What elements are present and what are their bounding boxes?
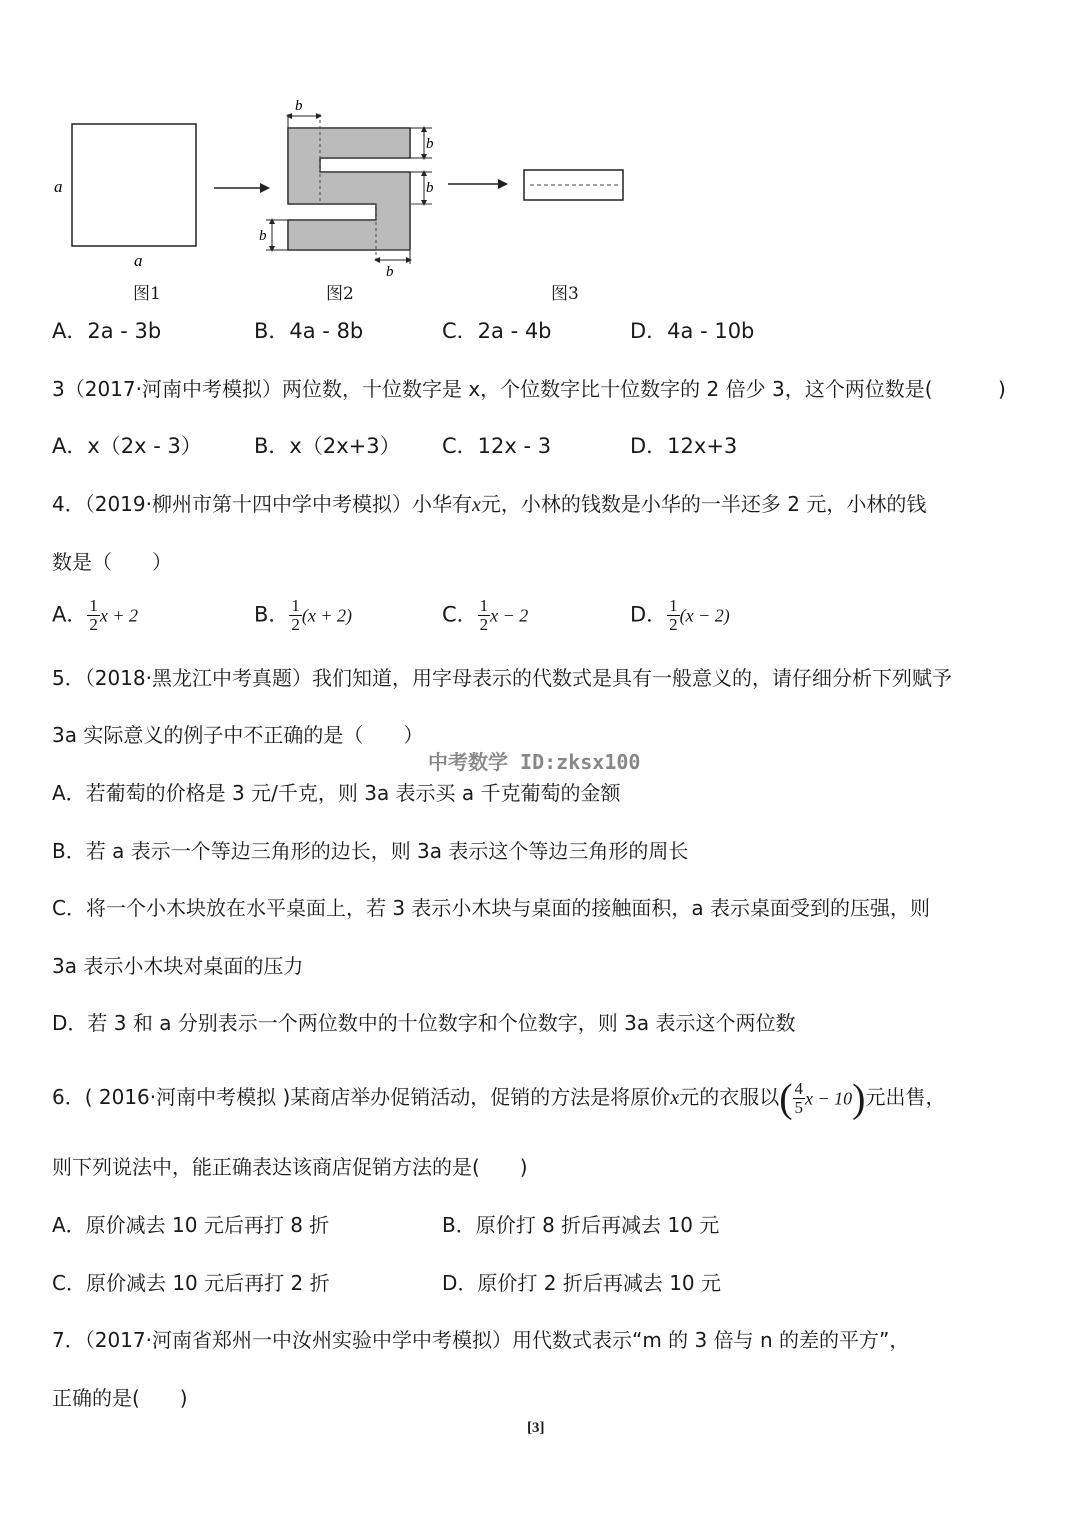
fig2-caption: 图2 bbox=[326, 284, 354, 304]
q5-option-c-line1: C．将一个小木块放在水平桌面上，若 3 表示小木块与桌面的接触面积，a 表示桌面受到的压强，则 bbox=[52, 896, 931, 920]
fig3-caption: 图3 bbox=[551, 284, 579, 304]
q4-option-a-label: A． bbox=[52, 602, 88, 627]
fig2-b-right-upper: b bbox=[426, 136, 434, 152]
q4-option-d-frac: $\frac{1}{2}$ bbox=[669, 596, 678, 634]
q4-option-a-frac: $\frac{1}{2}$ bbox=[89, 596, 98, 634]
q5-option-a: A．若葡萄的价格是 3 元/千克，则 3a 表示买 a 千克葡萄的金额 bbox=[52, 781, 621, 805]
q6-stem-suffix: 元出售， bbox=[865, 1085, 946, 1109]
q4-var: x bbox=[471, 494, 481, 516]
q4-stem-suffix: 元，小林的钱数是小华的一半还多 2 元，小林的钱 bbox=[480, 492, 927, 516]
q2-option-c: C．2a - 4b bbox=[442, 319, 552, 343]
q3-option-a: A．x（2x - 3） bbox=[52, 434, 202, 458]
q6-var: x bbox=[670, 1087, 680, 1109]
q4-stem-line2: 数是（ ） bbox=[52, 550, 172, 574]
q4-option-a-expr: x + 2 bbox=[99, 605, 139, 626]
q2-option-d: D．4a - 10b bbox=[630, 319, 755, 343]
q4-option-c bbox=[442, 597, 528, 634]
arrow-2-head bbox=[498, 179, 508, 189]
q4-option-d-label: D． bbox=[630, 602, 668, 627]
q3-option-b: B．x（2x+3） bbox=[254, 434, 401, 458]
q4-option-d-expr: (x − 2) bbox=[679, 605, 730, 626]
q2-option-a: A．2a - 3b bbox=[52, 319, 162, 343]
fig1-caption: 图1 bbox=[133, 284, 161, 304]
q6-option-a: A．原价减去 10 元后再打 8 折 bbox=[52, 1213, 330, 1237]
q4-stem bbox=[52, 489, 926, 520]
fig1-square bbox=[72, 124, 196, 246]
page-number: [3] bbox=[527, 1420, 545, 1436]
q2-option-b: B．4a - 8b bbox=[254, 319, 364, 343]
q7-stem-line1: 7．（2017·河南省郑州一中汝州实验中学中考模拟）用代数式表示“m 的 3 倍与 n 的差的平方”， bbox=[52, 1328, 910, 1352]
fig1-side-bottom-label: a bbox=[134, 251, 143, 270]
q4-option-c-expr: x − 2 bbox=[490, 605, 529, 626]
fig2-b-bottom: b bbox=[386, 264, 394, 280]
q4-stem-prefix: 4．（2019·柳州市第十四中学中考模拟）小华有 bbox=[52, 492, 472, 516]
q6-stem-mid: 元的衣服以 bbox=[679, 1085, 780, 1109]
q3-option-c: C．12x - 3 bbox=[442, 434, 552, 458]
q5-option-d: D．若 3 和 a 分别表示一个两位数中的十位数字和个位数字，则 3a 表示这个两位数 bbox=[52, 1011, 796, 1035]
q5-stem-line2: 3a 实际意义的例子中不正确的是（ ） bbox=[52, 723, 424, 747]
q4-option-b-frac: $\frac{1}{2}$ bbox=[291, 596, 300, 634]
q6-stem-line2: 则下列说法中，能正确表达该商店促销方法的是( ) bbox=[52, 1155, 528, 1179]
q4-option-b-label: B． bbox=[254, 602, 290, 627]
q5-stem-line1: 5．（2018·黑龙江中考真题）我们知道，用字母表示的代数式是具有一般意义的，请仔细分析下列赋予 bbox=[52, 666, 952, 690]
fig1-side-left-label: a bbox=[54, 177, 63, 196]
q6-paren-close: ) bbox=[852, 1075, 866, 1121]
arrow-1-head bbox=[260, 183, 270, 193]
fig2-b-top: b bbox=[295, 98, 303, 114]
fig2-b-left: b bbox=[259, 228, 267, 244]
q6-option-c: C．原价减去 10 元后再打 2 折 bbox=[52, 1271, 330, 1295]
q6-option-b: B．原价打 8 折后再减去 10 元 bbox=[442, 1213, 720, 1237]
q6-frac: $\frac{4}{5}$ bbox=[794, 1079, 804, 1117]
q4-option-a bbox=[52, 597, 138, 634]
q6-stem bbox=[52, 1075, 946, 1121]
q4-option-c-label: C． bbox=[442, 602, 478, 627]
q4-option-d bbox=[630, 597, 730, 634]
fig2-b-right-middle: b bbox=[426, 180, 434, 196]
q6-stem-prefix: 6．( 2016·河南中考模拟 )某商店举办促销活动，促销的方法是将原价 bbox=[52, 1085, 671, 1109]
fig2-s-shape-outline bbox=[288, 128, 410, 250]
watermark: 中考数学 ID:zksx100 bbox=[428, 750, 641, 774]
q4-option-b bbox=[254, 597, 352, 634]
q6-paren-open: ( bbox=[779, 1075, 793, 1121]
q5-option-c-line2: 3a 表示小木块对桌面的压力 bbox=[52, 954, 304, 978]
q7-stem-line2: 正确的是( ) bbox=[52, 1386, 188, 1410]
q3-stem: 3（2017·河南中考模拟）两位数，十位数字是 x，个位数字比十位数字的 2 倍少 3，这个两位数是( bbox=[52, 377, 933, 401]
q6-frac-expr: x − 10 bbox=[805, 1088, 853, 1109]
q5-option-b: B．若 a 表示一个等边三角形的边长，则 3a 表示这个等边三角形的周长 bbox=[52, 839, 689, 863]
q6-option-d: D．原价打 2 折后再减去 10 元 bbox=[442, 1271, 722, 1295]
figure-group bbox=[0, 0, 1080, 310]
q3-stem-close: ) bbox=[998, 377, 1006, 401]
q3-option-d: D．12x+3 bbox=[630, 434, 738, 458]
q4-option-c-frac: $\frac{1}{2}$ bbox=[479, 596, 489, 634]
q4-option-b-expr: (x + 2) bbox=[301, 605, 353, 626]
